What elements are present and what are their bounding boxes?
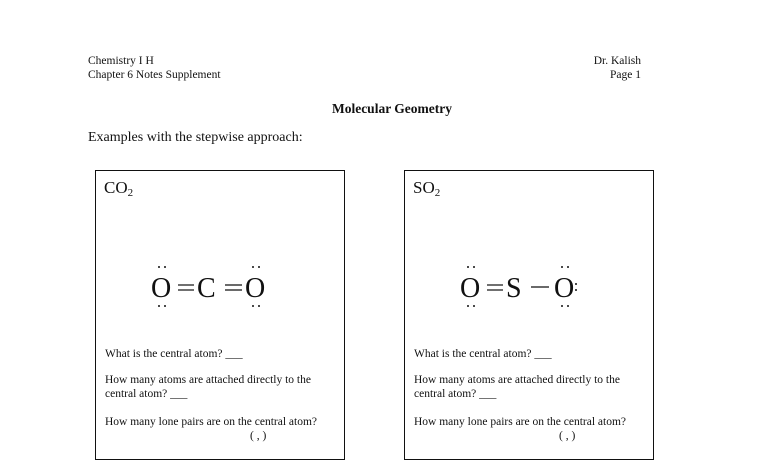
page-title: Molecular Geometry [331, 101, 453, 116]
question-central-atom: What is the central atom? ___ [414, 348, 552, 360]
question-lone-pairs [105, 415, 341, 442]
formula-subscript: 2 [127, 187, 134, 199]
atom-left: O [151, 273, 172, 304]
answer-parentheses: ( , ) [250, 430, 267, 442]
formula-co2 [104, 178, 133, 199]
formula-subscript: 2 [434, 187, 441, 199]
intro-text: Examples with the stepwise approach: [88, 130, 303, 145]
atom-center: C [197, 273, 216, 304]
header-left [88, 54, 221, 82]
question-central-atom: What is the central atom? ___ [105, 348, 243, 360]
question-attached-atoms: How many atoms are attached directly to the central atom? ___ [105, 374, 311, 400]
lewis-structure-so2 [405, 249, 655, 319]
chapter-name: Chapter 6 Notes Supplement [88, 69, 221, 81]
question-lone-pairs [414, 415, 650, 442]
formula-so2 [413, 178, 440, 199]
course-name: Chemistry I H [88, 55, 154, 67]
example-box-co2 [95, 170, 345, 460]
atom-right: O [245, 273, 266, 304]
lewis-structure-co2 [96, 249, 346, 319]
teacher-name: Dr. Kalish [593, 55, 641, 67]
header-right [594, 54, 641, 82]
atom-left: O [460, 273, 481, 304]
example-box-so2 [404, 170, 654, 460]
formula-base: CO [104, 178, 128, 197]
question-attached-atoms: How many atoms are attached directly to the central atom? ___ [414, 374, 620, 400]
formula-base: SO [413, 178, 435, 197]
page-number: Page 1 [610, 69, 641, 81]
atom-center: S [506, 273, 522, 304]
atom-right: O [554, 273, 575, 304]
question-lone-pairs-text: How many lone pairs are on the central atom? [414, 416, 627, 428]
question-lone-pairs-text: How many lone pairs are on the central atom? [105, 416, 318, 428]
answer-parentheses: ( , ) [559, 430, 576, 442]
